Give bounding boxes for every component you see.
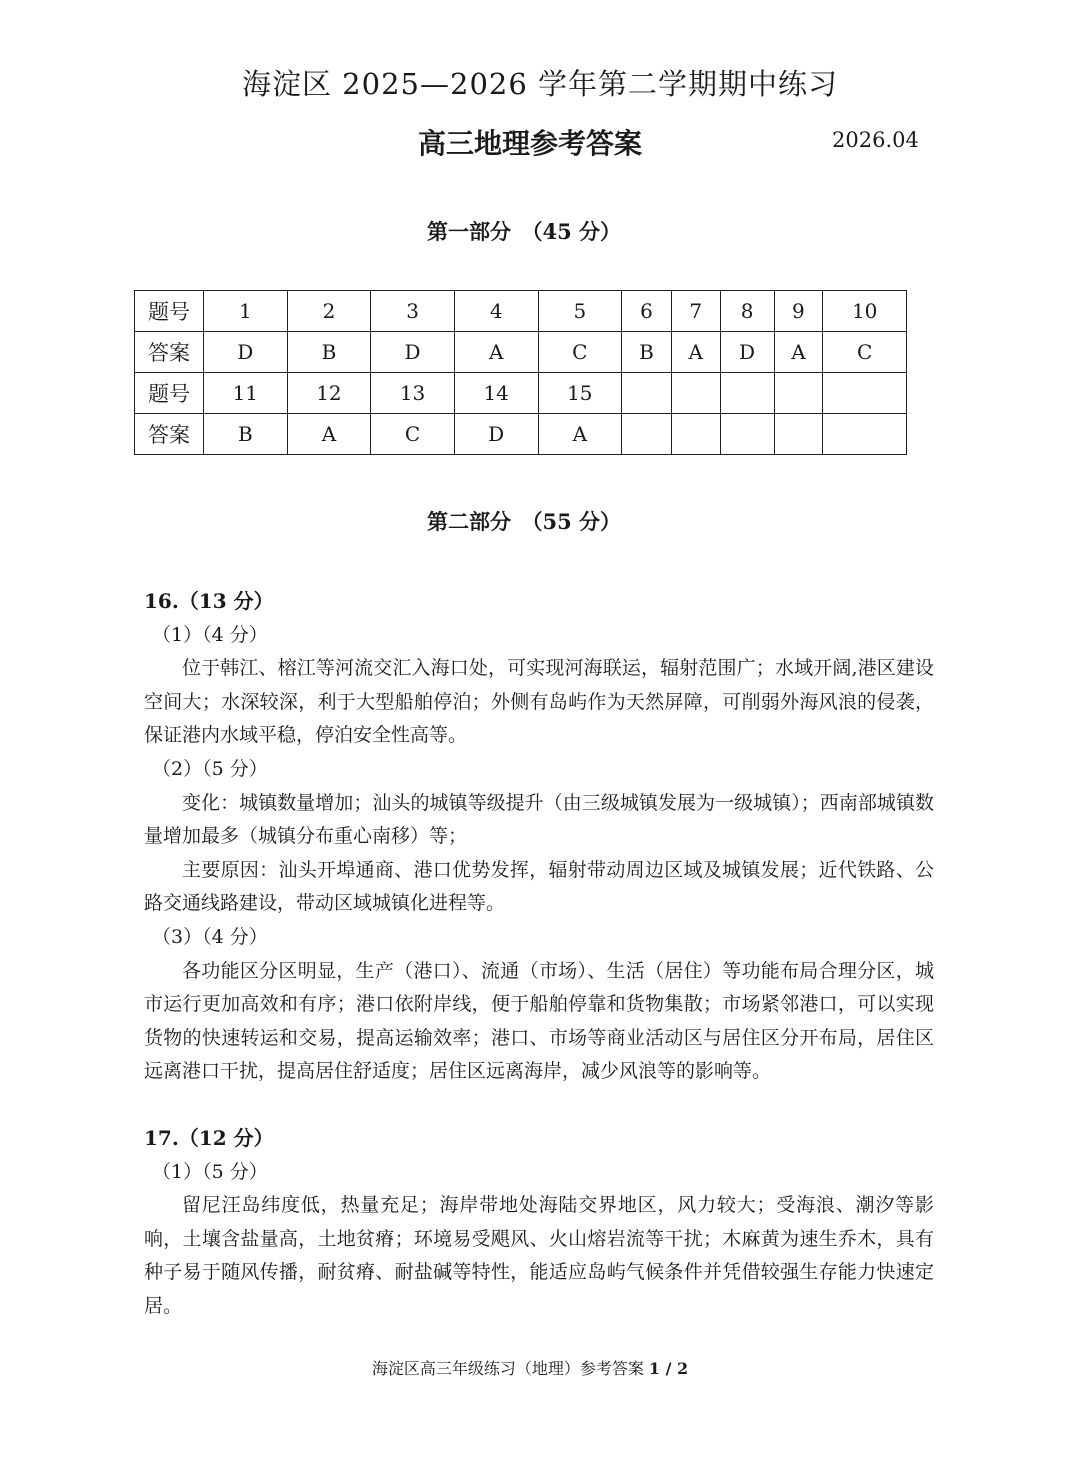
table-cell xyxy=(622,414,672,455)
table-cell: D xyxy=(371,332,455,373)
row-label: 题号 xyxy=(135,291,204,332)
question-16 xyxy=(144,585,934,1089)
table-cell: D xyxy=(454,414,538,455)
table-cell: 9 xyxy=(774,291,823,332)
table-cell: 5 xyxy=(538,291,622,332)
table-cell: 10 xyxy=(823,291,907,332)
table-cell xyxy=(720,414,774,455)
table-cell: 11 xyxy=(204,373,288,414)
q16-sub2-answer-reason: 主要原因：汕头开埠通商、港口优势发挥，辐射带动周边区域及城镇发展；近代铁路、公路交通线路建设，带动区域城镇化进程等。 xyxy=(144,858,934,915)
q16-sub3-answer: 各功能区分区明显，生产（港口）、流通（市场）、生活（居住）等功能布局合理分区，城市运行更加高效和有序；港口依附岸线，便于船舶停靠和货物集散；市场紧邻港口，可以实现货物的快速转运和交易，提高运输效率；港口、市场等商业活动区与居住区分开布局，居住区远离港口干扰，提高居住舒适度；居住区远离海岸，减少风浪等的影响等。 xyxy=(144,959,934,1083)
table-cell: A xyxy=(774,332,823,373)
question-16-heading: 16.（13 分） xyxy=(144,589,274,613)
table-cell: A xyxy=(538,414,622,455)
question-17-heading: 17.（12 分） xyxy=(144,1126,274,1150)
table-cell: 8 xyxy=(720,291,774,332)
table-cell: A xyxy=(287,414,371,455)
table-cell: 15 xyxy=(538,373,622,414)
q16-sub2-answer-change: 变化：城镇数量增加；汕头的城镇等级提升（由三级城镇发展为一级城镇）；西南部城镇数量增加最多（城镇分布重心南移）等； xyxy=(144,791,934,848)
table-cell: D xyxy=(204,332,288,373)
answer-table xyxy=(134,290,907,455)
table-cell: 14 xyxy=(454,373,538,414)
row-label: 答案 xyxy=(135,332,204,373)
table-cell: 2 xyxy=(287,291,371,332)
row-label: 题号 xyxy=(135,373,204,414)
table-cell xyxy=(823,373,907,414)
table-row xyxy=(135,414,907,455)
question-17 xyxy=(144,1122,934,1324)
table-row xyxy=(135,373,907,414)
table-cell: A xyxy=(671,332,720,373)
table-cell xyxy=(774,373,823,414)
document-date: 2026.04 xyxy=(832,128,919,152)
table-cell: B xyxy=(622,332,672,373)
table-cell: A xyxy=(454,332,538,373)
table-cell: 12 xyxy=(287,373,371,414)
q17-sub1-heading: （1）（5 分） xyxy=(152,1160,268,1183)
table-cell: 4 xyxy=(454,291,538,332)
document-title: 海淀区 2025—2026 学年第二学期期中练习 xyxy=(241,67,839,101)
table-cell: 7 xyxy=(671,291,720,332)
page-number: 1 / 2 xyxy=(648,1359,689,1378)
part1-heading: 第一部分 （45 分） xyxy=(426,219,622,244)
table-cell: 1 xyxy=(204,291,288,332)
q16-sub1-heading: （1）（4 分） xyxy=(152,623,268,646)
table-cell: D xyxy=(720,332,774,373)
row-label: 答案 xyxy=(135,414,204,455)
table-cell: C xyxy=(371,414,455,455)
table-cell: C xyxy=(823,332,907,373)
table-cell: 6 xyxy=(622,291,672,332)
q16-sub2-heading: （2）（5 分） xyxy=(152,757,268,780)
q17-sub1-answer: 留尼汪岛纬度低，热量充足；海岸带地处海陆交界地区，风力较大；受海浪、潮汐等影响，土壤含盐量高，土地贫瘠；环境易受飓风、火山熔岩流等干扰；木麻黄为速生乔木，具有种子易于随风传播，耐贫瘠、耐盐碱等特性，能适应岛屿气候条件并凭借较强生存能力快速定居。 xyxy=(144,1194,934,1317)
q16-sub1-answer: 位于韩江、榕江等河流交汇入海口处，可实现河海联运，辐射范围广；水域开阔,港区建设空间大；水深较深，利于大型船舶停泊；外侧有岛屿作为天然屏障，可削弱外海风浪的侵袭，保证港内水域平稳，停泊安全性高等。 xyxy=(144,657,934,747)
table-cell: B xyxy=(287,332,371,373)
table-cell: 3 xyxy=(371,291,455,332)
table-cell: B xyxy=(204,414,288,455)
page-footer xyxy=(0,1356,1060,1379)
table-cell xyxy=(823,414,907,455)
table-cell xyxy=(774,414,823,455)
table-row xyxy=(135,291,907,332)
q16-sub3-heading: （3）（4 分） xyxy=(152,925,268,948)
part2-heading: 第二部分 （55 分） xyxy=(426,509,622,534)
footer-text: 海淀区高三年级练习（地理）参考答案 xyxy=(371,1359,644,1378)
table-cell: 13 xyxy=(371,373,455,414)
table-cell xyxy=(671,373,720,414)
table-cell: C xyxy=(538,332,622,373)
table-row xyxy=(135,332,907,373)
table-cell xyxy=(622,373,672,414)
table-cell xyxy=(671,414,720,455)
document-subtitle: 高三地理参考答案 xyxy=(417,127,642,160)
table-cell xyxy=(720,373,774,414)
